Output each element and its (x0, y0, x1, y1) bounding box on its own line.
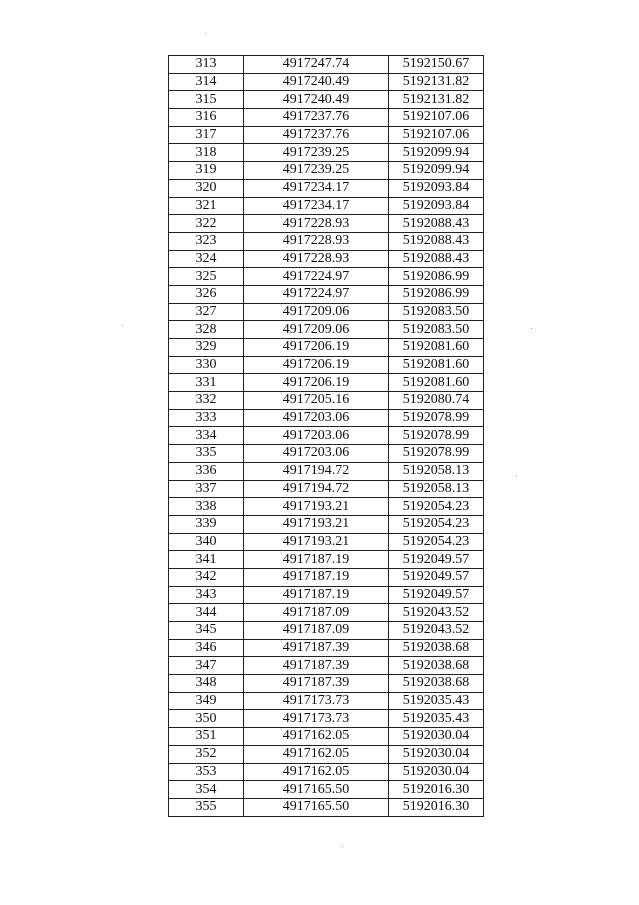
x-coordinate-cell: 4917162.05 (244, 763, 389, 781)
table-row (169, 126, 484, 144)
y-coordinate-cell: 5192093.84 (389, 179, 484, 197)
x-coordinate-cell: 4917206.19 (244, 339, 389, 357)
point-number-cell: 316 (169, 109, 244, 127)
y-coordinate-cell: 5192131.82 (389, 73, 484, 91)
x-coordinate-cell: 4917240.49 (244, 91, 389, 109)
x-coordinate-cell: 4917193.21 (244, 515, 389, 533)
y-coordinate-cell: 5192088.43 (389, 215, 484, 233)
table-row (169, 763, 484, 781)
y-coordinate-cell: 5192099.94 (389, 162, 484, 180)
table-row (169, 568, 484, 586)
point-number-cell: 348 (169, 675, 244, 693)
table-row (169, 215, 484, 233)
point-number-cell: 353 (169, 763, 244, 781)
point-number-cell: 324 (169, 250, 244, 268)
x-coordinate-cell: 4917187.39 (244, 639, 389, 657)
y-coordinate-cell: 5192081.60 (389, 356, 484, 374)
point-number-cell: 355 (169, 798, 244, 816)
table-row (169, 321, 484, 339)
scan-speck (342, 846, 343, 847)
table-row (169, 268, 484, 286)
table-row (169, 91, 484, 109)
point-number-cell: 331 (169, 374, 244, 392)
y-coordinate-cell: 5192088.43 (389, 232, 484, 250)
y-coordinate-cell: 5192058.13 (389, 480, 484, 498)
table-row (169, 710, 484, 728)
point-number-cell: 336 (169, 462, 244, 480)
x-coordinate-cell: 4917237.76 (244, 126, 389, 144)
x-coordinate-cell: 4917234.17 (244, 197, 389, 215)
x-coordinate-cell: 4917234.17 (244, 179, 389, 197)
coordinates-table (168, 55, 484, 817)
point-number-cell: 345 (169, 622, 244, 640)
y-coordinate-cell: 5192049.57 (389, 551, 484, 569)
table-row (169, 109, 484, 127)
x-coordinate-cell: 4917203.06 (244, 445, 389, 463)
x-coordinate-cell: 4917194.72 (244, 462, 389, 480)
table-row (169, 622, 484, 640)
x-coordinate-cell: 4917240.49 (244, 73, 389, 91)
y-coordinate-cell: 5192058.13 (389, 462, 484, 480)
y-coordinate-cell: 5192107.06 (389, 126, 484, 144)
point-number-cell: 328 (169, 321, 244, 339)
point-number-cell: 354 (169, 781, 244, 799)
x-coordinate-cell: 4917203.06 (244, 409, 389, 427)
y-coordinate-cell: 5192086.99 (389, 285, 484, 303)
table-row (169, 586, 484, 604)
table-row (169, 604, 484, 622)
x-coordinate-cell: 4917224.97 (244, 285, 389, 303)
table-row (169, 409, 484, 427)
table-row (169, 745, 484, 763)
point-number-cell: 320 (169, 179, 244, 197)
point-number-cell: 347 (169, 657, 244, 675)
y-coordinate-cell: 5192131.82 (389, 91, 484, 109)
point-number-cell: 326 (169, 285, 244, 303)
y-coordinate-cell: 5192030.04 (389, 763, 484, 781)
table-row (169, 356, 484, 374)
point-number-cell: 321 (169, 197, 244, 215)
x-coordinate-cell: 4917187.19 (244, 568, 389, 586)
x-coordinate-cell: 4917228.93 (244, 232, 389, 250)
table-row (169, 250, 484, 268)
point-number-cell: 346 (169, 639, 244, 657)
x-coordinate-cell: 4917239.25 (244, 162, 389, 180)
point-number-cell: 323 (169, 232, 244, 250)
table-row (169, 675, 484, 693)
x-coordinate-cell: 4917187.19 (244, 551, 389, 569)
table-row (169, 798, 484, 816)
point-number-cell: 333 (169, 409, 244, 427)
y-coordinate-cell: 5192043.52 (389, 622, 484, 640)
point-number-cell: 344 (169, 604, 244, 622)
table-row (169, 73, 484, 91)
point-number-cell: 352 (169, 745, 244, 763)
x-coordinate-cell: 4917206.19 (244, 374, 389, 392)
y-coordinate-cell: 5192080.74 (389, 392, 484, 410)
y-coordinate-cell: 5192016.30 (389, 781, 484, 799)
table-row (169, 728, 484, 746)
table-row (169, 144, 484, 162)
table-row (169, 480, 484, 498)
x-coordinate-cell: 4917187.39 (244, 657, 389, 675)
y-coordinate-cell: 5192016.30 (389, 798, 484, 816)
table-row (169, 445, 484, 463)
y-coordinate-cell: 5192099.94 (389, 144, 484, 162)
point-number-cell: 342 (169, 568, 244, 586)
y-coordinate-cell: 5192093.84 (389, 197, 484, 215)
point-number-cell: 315 (169, 91, 244, 109)
x-coordinate-cell: 4917165.50 (244, 781, 389, 799)
x-coordinate-cell: 4917237.76 (244, 109, 389, 127)
table-row (169, 551, 484, 569)
y-coordinate-cell: 5192088.43 (389, 250, 484, 268)
table-row (169, 392, 484, 410)
point-number-cell: 350 (169, 710, 244, 728)
point-number-cell: 334 (169, 427, 244, 445)
y-coordinate-cell: 5192038.68 (389, 675, 484, 693)
coordinates-table-body (169, 56, 484, 817)
table-row (169, 232, 484, 250)
x-coordinate-cell: 4917173.73 (244, 692, 389, 710)
y-coordinate-cell: 5192054.23 (389, 515, 484, 533)
x-coordinate-cell: 4917239.25 (244, 144, 389, 162)
table-row (169, 515, 484, 533)
x-coordinate-cell: 4917187.19 (244, 586, 389, 604)
scan-speck (531, 328, 532, 329)
table-row (169, 692, 484, 710)
x-coordinate-cell: 4917193.21 (244, 533, 389, 551)
y-coordinate-cell: 5192054.23 (389, 498, 484, 516)
table-row (169, 162, 484, 180)
y-coordinate-cell: 5192078.99 (389, 409, 484, 427)
y-coordinate-cell: 5192043.52 (389, 604, 484, 622)
x-coordinate-cell: 4917224.97 (244, 268, 389, 286)
point-number-cell: 349 (169, 692, 244, 710)
point-number-cell: 319 (169, 162, 244, 180)
x-coordinate-cell: 4917209.06 (244, 303, 389, 321)
table-row (169, 339, 484, 357)
y-coordinate-cell: 5192049.57 (389, 568, 484, 586)
x-coordinate-cell: 4917247.74 (244, 56, 389, 74)
point-number-cell: 341 (169, 551, 244, 569)
x-coordinate-cell: 4917194.72 (244, 480, 389, 498)
point-number-cell: 325 (169, 268, 244, 286)
y-coordinate-cell: 5192030.04 (389, 745, 484, 763)
table-row (169, 285, 484, 303)
y-coordinate-cell: 5192078.99 (389, 427, 484, 445)
point-number-cell: 337 (169, 480, 244, 498)
y-coordinate-cell: 5192030.04 (389, 728, 484, 746)
y-coordinate-cell: 5192078.99 (389, 445, 484, 463)
y-coordinate-cell: 5192081.60 (389, 339, 484, 357)
table-row (169, 197, 484, 215)
y-coordinate-cell: 5192038.68 (389, 657, 484, 675)
scan-speck (516, 476, 517, 477)
x-coordinate-cell: 4917165.50 (244, 798, 389, 816)
table-row (169, 303, 484, 321)
table-row (169, 657, 484, 675)
table-row (169, 56, 484, 74)
scan-speck (205, 33, 206, 34)
y-coordinate-cell: 5192035.43 (389, 710, 484, 728)
y-coordinate-cell: 5192086.99 (389, 268, 484, 286)
point-number-cell: 313 (169, 56, 244, 74)
table-row (169, 179, 484, 197)
point-number-cell: 343 (169, 586, 244, 604)
point-number-cell: 332 (169, 392, 244, 410)
table-row (169, 374, 484, 392)
y-coordinate-cell: 5192150.67 (389, 56, 484, 74)
point-number-cell: 351 (169, 728, 244, 746)
point-number-cell: 340 (169, 533, 244, 551)
x-coordinate-cell: 4917193.21 (244, 498, 389, 516)
point-number-cell: 314 (169, 73, 244, 91)
y-coordinate-cell: 5192081.60 (389, 374, 484, 392)
y-coordinate-cell: 5192083.50 (389, 303, 484, 321)
x-coordinate-cell: 4917187.39 (244, 675, 389, 693)
y-coordinate-cell: 5192107.06 (389, 109, 484, 127)
x-coordinate-cell: 4917187.09 (244, 604, 389, 622)
point-number-cell: 329 (169, 339, 244, 357)
x-coordinate-cell: 4917203.06 (244, 427, 389, 445)
x-coordinate-cell: 4917173.73 (244, 710, 389, 728)
point-number-cell: 318 (169, 144, 244, 162)
x-coordinate-cell: 4917187.09 (244, 622, 389, 640)
point-number-cell: 335 (169, 445, 244, 463)
point-number-cell: 322 (169, 215, 244, 233)
table-row (169, 781, 484, 799)
x-coordinate-cell: 4917228.93 (244, 215, 389, 233)
y-coordinate-cell: 5192083.50 (389, 321, 484, 339)
x-coordinate-cell: 4917206.19 (244, 356, 389, 374)
table-row (169, 427, 484, 445)
point-number-cell: 338 (169, 498, 244, 516)
table-row (169, 462, 484, 480)
x-coordinate-cell: 4917209.06 (244, 321, 389, 339)
y-coordinate-cell: 5192049.57 (389, 586, 484, 604)
point-number-cell: 339 (169, 515, 244, 533)
point-number-cell: 317 (169, 126, 244, 144)
scan-speck (122, 325, 123, 326)
table-row (169, 498, 484, 516)
y-coordinate-cell: 5192035.43 (389, 692, 484, 710)
table-row (169, 533, 484, 551)
y-coordinate-cell: 5192038.68 (389, 639, 484, 657)
x-coordinate-cell: 4917162.05 (244, 745, 389, 763)
point-number-cell: 330 (169, 356, 244, 374)
x-coordinate-cell: 4917205.16 (244, 392, 389, 410)
point-number-cell: 327 (169, 303, 244, 321)
y-coordinate-cell: 5192054.23 (389, 533, 484, 551)
x-coordinate-cell: 4917162.05 (244, 728, 389, 746)
x-coordinate-cell: 4917228.93 (244, 250, 389, 268)
table-row (169, 639, 484, 657)
